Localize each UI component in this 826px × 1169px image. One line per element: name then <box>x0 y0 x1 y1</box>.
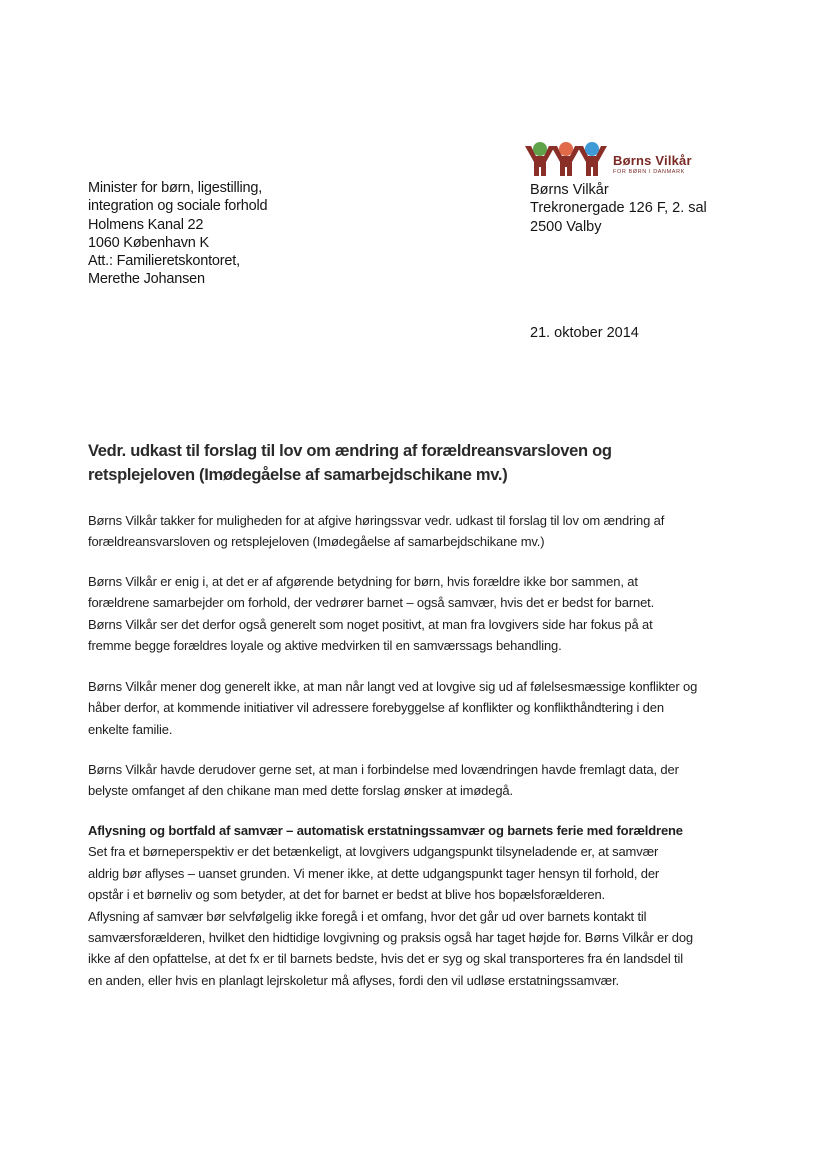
body-line: belyste omfanget af den chikane man med dette forslag ønsker at imødegå. <box>88 783 513 799</box>
recipient-line: 1060 København K <box>88 234 209 251</box>
subject-line: Vedr. udkast til forslag til lov om ændring af forældreansvarsloven og <box>88 442 612 460</box>
sender-line: Børns Vilkår <box>530 182 609 198</box>
child-figure-head <box>559 142 573 156</box>
body-line: Set fra et børneperspektiv er det betænkeligt, at lovgivers udgangspunkt tilsyneladende er, at samvær <box>88 844 659 860</box>
recipient-line: Minister for børn, ligestilling, <box>88 180 263 196</box>
borns-vilkar-logo <box>524 140 704 180</box>
recipient-address <box>88 179 267 289</box>
letter-subject <box>88 440 748 487</box>
subject-line: retsplejeloven (Imødegåelse af samarbejdschikane mv.) <box>88 465 508 484</box>
body-line: samværsforælderen, hvilket den hidtidige lovgivning og praksis også har taget højde for. Børns Vilkår er dog <box>88 930 693 946</box>
recipient-line: Merethe Johansen <box>88 271 205 288</box>
sender-address <box>530 181 707 236</box>
sender-line: 2500 Valby <box>530 218 602 235</box>
letter-date: 21. oktober 2014 <box>530 325 639 341</box>
paragraph-1 <box>88 510 748 553</box>
recipient-line: Holmens Kanal 22 <box>88 216 204 233</box>
children-figures-icon <box>524 140 608 178</box>
body-line: opstår i et børneliv og som betyder, at det for barnet er bedst at blive hos bopælsforælderen. <box>88 887 606 903</box>
body-line: Aflysning af samvær bør selvfølgelig ikke foregå i et omfang, hvor det går ud over barnets kontakt til <box>88 908 647 924</box>
body-line: en anden, eller hvis en planlagt lejrskoletur må aflyses, fordi den vil udløse erstatningssamvær. <box>88 972 619 988</box>
body-line: ikke af den opfattelse, at det fx er til barnets bedste, hvis det er syg og skal transporteres fra én landsdel til <box>88 951 683 967</box>
paragraph-2 <box>88 571 748 657</box>
body-line: fremme begge forældres loyale og aktive medvirken til en samværssags behandling. <box>88 638 562 654</box>
body-line: aldrig bør aflyses – uanset grunden. Vi mener ikke, at dette udgangspunkt tager hensyn til forhold, der <box>88 865 660 881</box>
child-figure-head <box>585 142 599 156</box>
body-line: Børns Vilkår mener dog generelt ikke, at man når langt ved at lovgive sig ud af følelsesmæssige konflikter og <box>88 679 698 694</box>
body-line: enkelte familie. <box>88 721 173 737</box>
body-line: forældrene samarbejder om forhold, der vedrører barnet – også samvær, hvis det er bedst for barnet. <box>88 595 655 611</box>
body-line: håber derfor, at kommende initiativer vil adressere forebyggelse af konflikter og konflikthåndtering i den <box>88 700 664 716</box>
section-heading: Aflysning og bortfald af samvær – automatisk erstatningssamvær og barnets ferie med forældrene <box>88 823 683 838</box>
body-line: forældreansvarsloven og retsplejeloven (Imødegåelse af samarbejdschikane mv.) <box>88 534 545 550</box>
logo-name: Børns Vilkår <box>613 153 692 168</box>
body-line: Børns Vilkår ser det derfor også generelt som noget positivt, at man fra lovgivers side har fokus på at <box>88 616 653 632</box>
paragraph-3 <box>88 676 748 740</box>
recipient-line: Att.: Familieretskontoret, <box>88 253 240 270</box>
logo-tagline: FOR BØRN I DANMARK <box>613 169 685 175</box>
paragraph-4 <box>88 759 748 802</box>
body-line: Børns Vilkår havde derudover gerne set, at man i forbindelse med lovændringen havde fremlagt data, der <box>88 762 679 777</box>
section-aflysning <box>88 820 748 991</box>
body-line: Børns Vilkår takker for muligheden for at afgive høringssvar vedr. udkast til forslag til lov om ændring af <box>88 513 665 528</box>
body-line: Børns Vilkår er enig i, at det er af afgørende betydning for børn, hvis forældre ikke bor sammen, at <box>88 574 638 589</box>
sender-line: Trekronergade 126 F, 2. sal <box>530 200 707 217</box>
recipient-line: integration og sociale forhold <box>88 198 268 215</box>
child-figure-head <box>533 142 547 156</box>
